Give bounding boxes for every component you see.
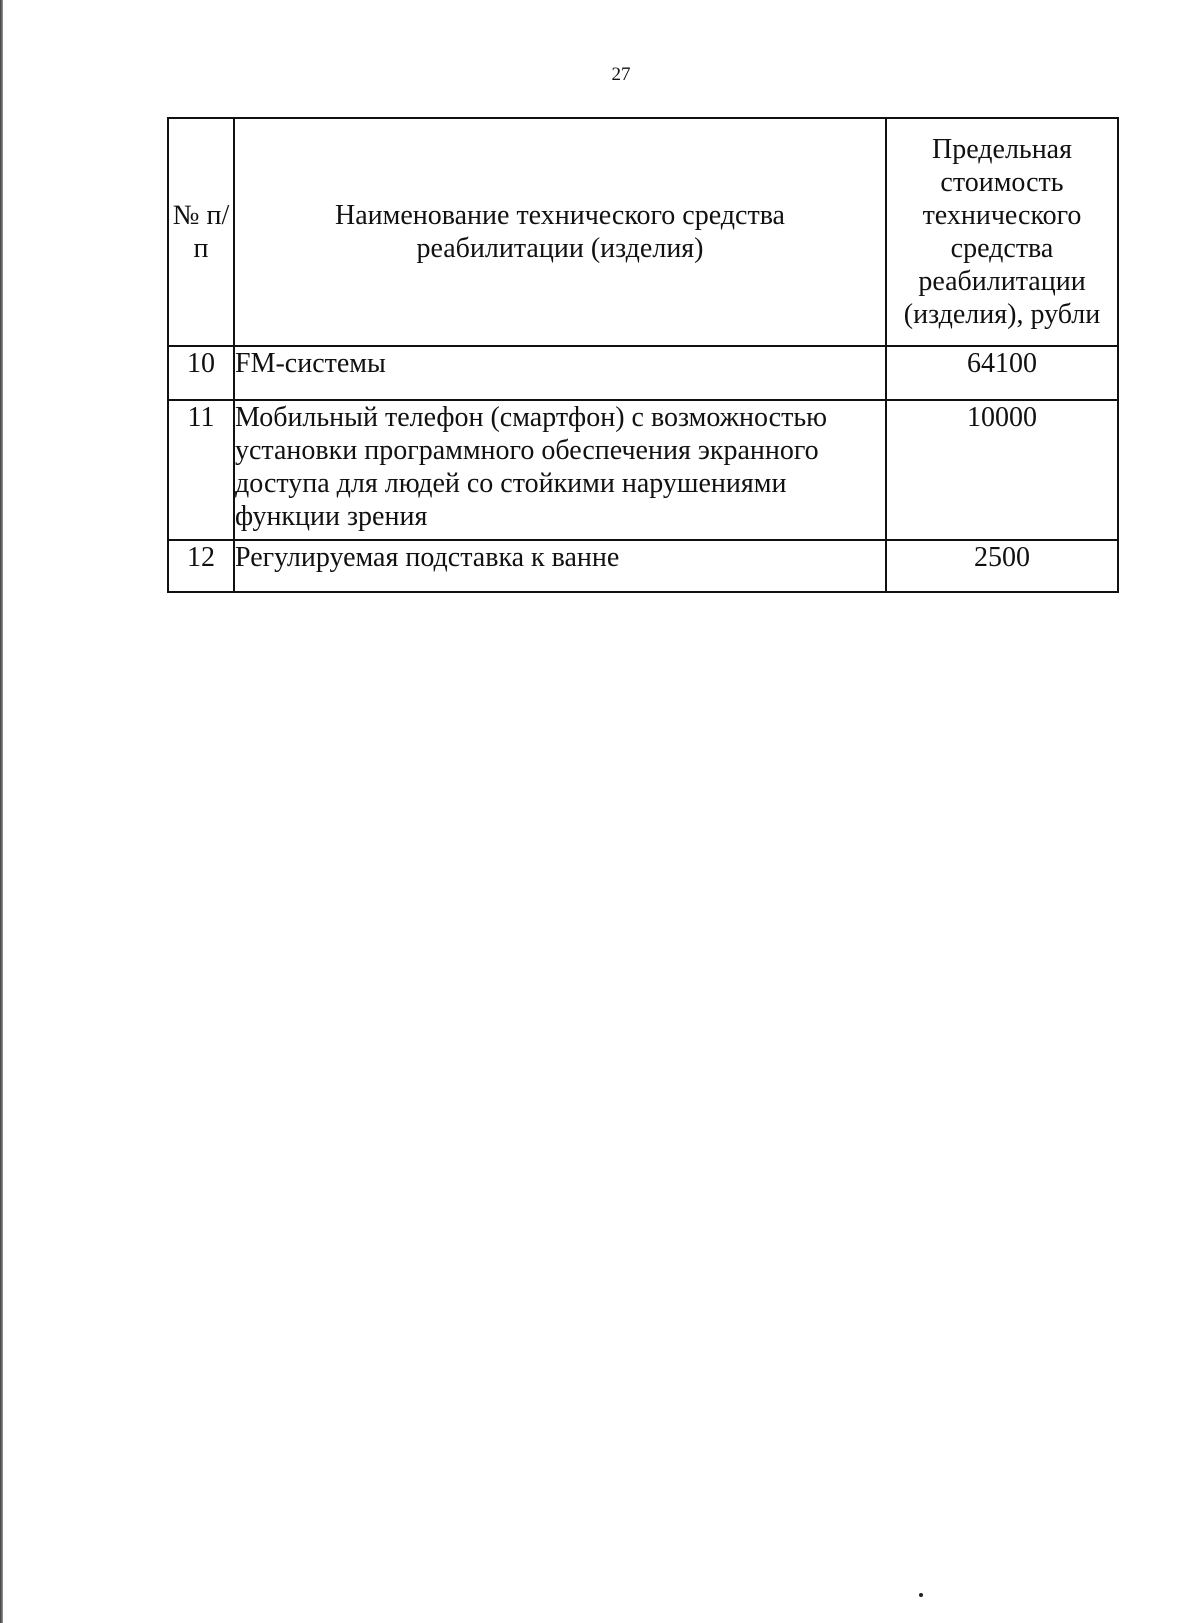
header-num: № п/п — [168, 118, 234, 346]
row-number: 11 — [168, 400, 234, 540]
scan-speck — [919, 1593, 923, 1597]
table-header-row — [168, 118, 1118, 346]
table-row — [168, 540, 1118, 592]
item-name: FM-системы — [234, 346, 886, 400]
table-row — [168, 400, 1118, 540]
header-name: Наименование технического средства реабилитации (изделия) — [234, 118, 886, 346]
table-row — [168, 346, 1118, 400]
row-number: 10 — [168, 346, 234, 400]
scan-edge — [0, 0, 3, 1623]
rehab-price-table — [167, 117, 1119, 593]
header-price: Предельная стоимость технического средства реабилитации (изделия), рубли — [886, 118, 1118, 346]
item-name: Регулируемая подставка к ванне — [234, 540, 886, 592]
item-price: 2500 — [886, 540, 1118, 592]
row-number: 12 — [168, 540, 234, 592]
page-number: 27 — [611, 64, 631, 85]
item-price: 64100 — [886, 346, 1118, 400]
item-name: Мобильный телефон (смартфон) с возможностью установки программного обеспечения экранного доступа для людей со стойкими нарушениями функции зрения — [234, 400, 886, 540]
item-price: 10000 — [886, 400, 1118, 540]
